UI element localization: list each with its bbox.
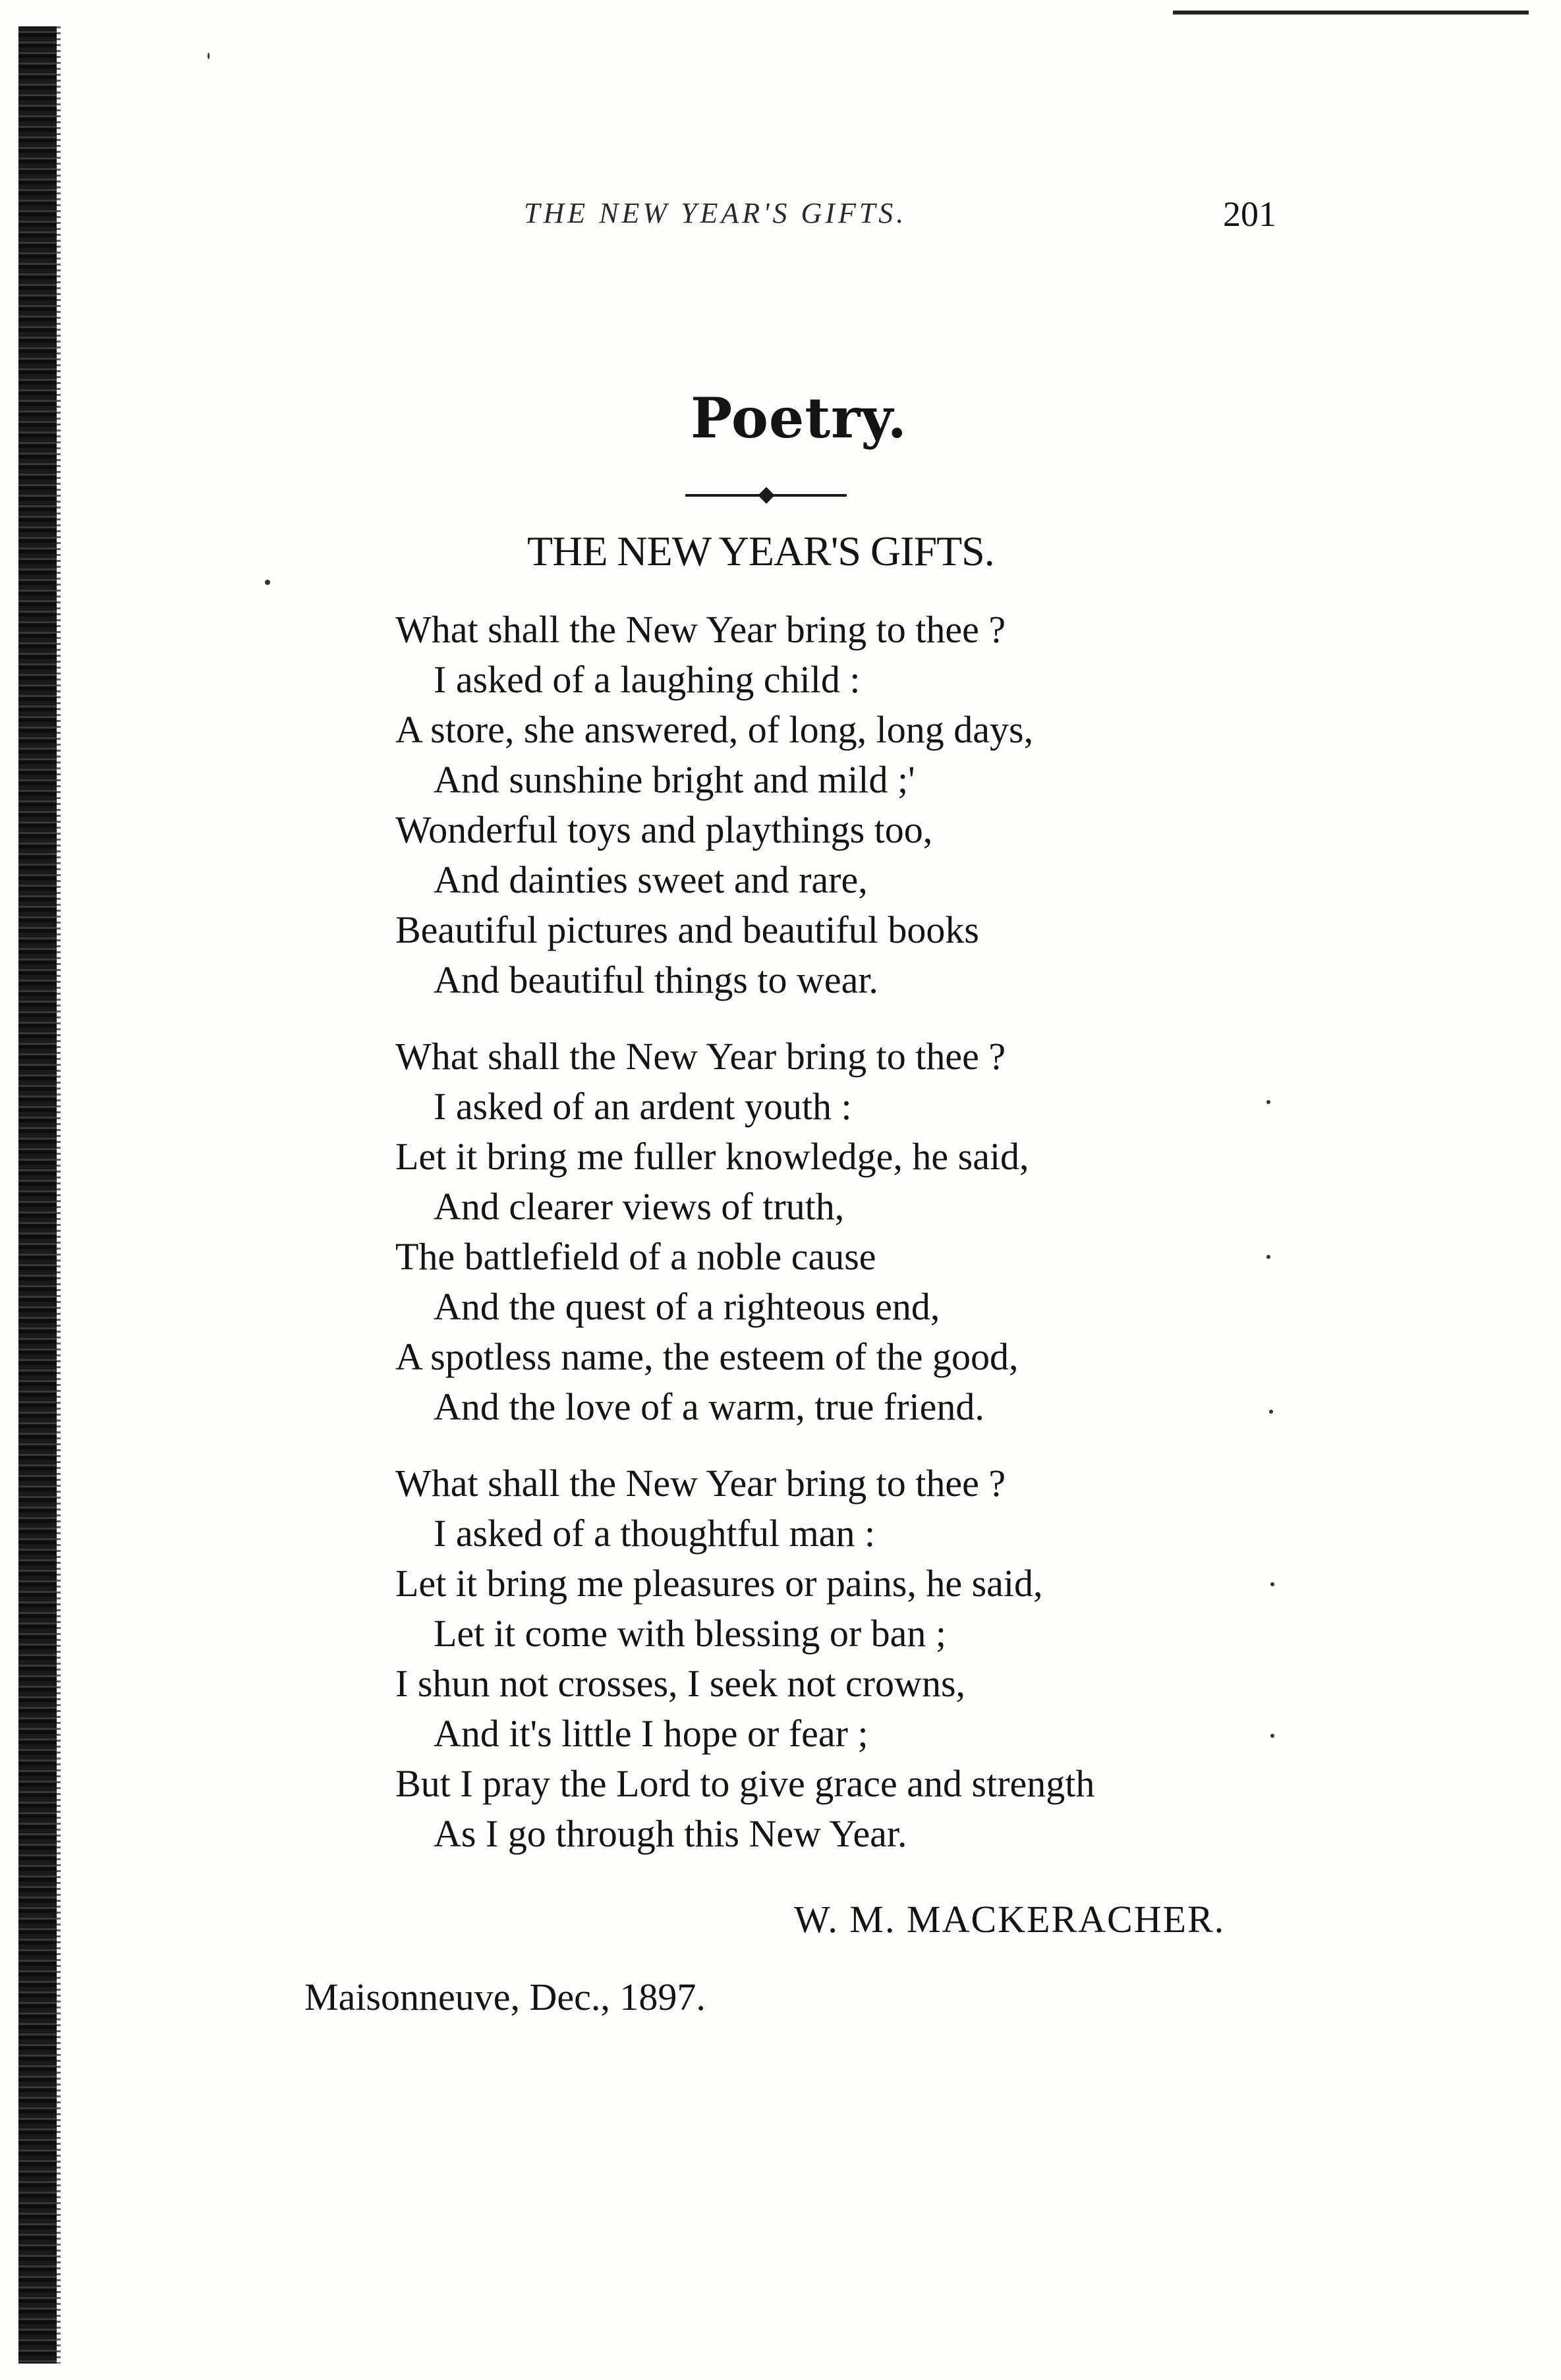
poem-line: A spotless name, the esteem of the good, — [395, 1335, 1019, 1378]
scan-speck — [1266, 1100, 1270, 1104]
poem-line: I shun not crosses, I seek not crowns, — [395, 1662, 966, 1705]
stanza — [395, 605, 1252, 1005]
poem-line: As I go through this New Year. — [434, 1812, 907, 1855]
scan-speck — [1270, 1734, 1274, 1738]
top-rule — [1173, 11, 1529, 14]
poem-line: I asked of an ardent youth : — [434, 1085, 852, 1128]
poem-line: And beautiful things to wear. — [434, 958, 878, 1001]
poem-title: THE NEW YEAR'S GIFTS. — [527, 528, 994, 574]
dateline: Maisonneuve, Dec., 1897. — [304, 1976, 706, 2018]
poem-line: Let it bring me fuller knowledge, he said, — [395, 1135, 1029, 1178]
stanza — [395, 1032, 1252, 1432]
page-number: 201 — [1223, 194, 1276, 234]
ornament-rule — [685, 487, 847, 503]
poem-line: The battlefield of a noble cause — [395, 1235, 876, 1278]
poem-line: But I pray the Lord to give grace and strength — [395, 1762, 1095, 1805]
scan-speck — [265, 580, 270, 585]
poem-line: Wonderful toys and playthings too, — [395, 808, 933, 851]
poem-body — [395, 605, 1252, 1885]
author-signature: W. M. MACKERACHER. — [794, 1898, 1226, 1941]
poem-line: And clearer views of truth, — [434, 1185, 845, 1228]
scan-speck — [1266, 1255, 1270, 1259]
scan-speck — [1269, 1410, 1273, 1414]
poem-line: What shall the New Year bring to thee ? — [395, 1035, 1006, 1078]
poem-line: And sunshine bright and mild ;' — [434, 758, 915, 801]
scan-speck — [208, 53, 210, 59]
ornament-diamond-icon — [758, 487, 774, 503]
poem-line: A store, she answered, of long, long days, — [395, 708, 1034, 751]
poem-line: And it's little I hope or fear ; — [434, 1712, 868, 1755]
poem-line: I asked of a laughing child : — [434, 658, 861, 701]
running-head: THE NEW YEAR'S GIFTS. — [524, 197, 907, 229]
poem-line: Let it come with blessing or ban ; — [434, 1612, 947, 1655]
poem-line: Beautiful pictures and beautiful books — [395, 908, 979, 951]
poem-line: And the quest of a righteous end, — [434, 1285, 940, 1328]
poem-line: What shall the New Year bring to thee ? — [395, 608, 1006, 651]
poem-line: I asked of a thoughtful man : — [434, 1512, 876, 1555]
poem-line: And the love of a warm, true friend. — [434, 1385, 984, 1428]
poem-line: What shall the New Year bring to thee ? — [395, 1462, 1006, 1505]
scan-speck — [1270, 1582, 1274, 1586]
binding-edge — [18, 26, 57, 2364]
poem-line: And dainties sweet and rare, — [434, 858, 868, 901]
stanza — [395, 1458, 1252, 1859]
poem-line: Let it bring me pleasures or pains, he said, — [395, 1562, 1043, 1605]
section-title: Poetry. — [691, 385, 907, 451]
